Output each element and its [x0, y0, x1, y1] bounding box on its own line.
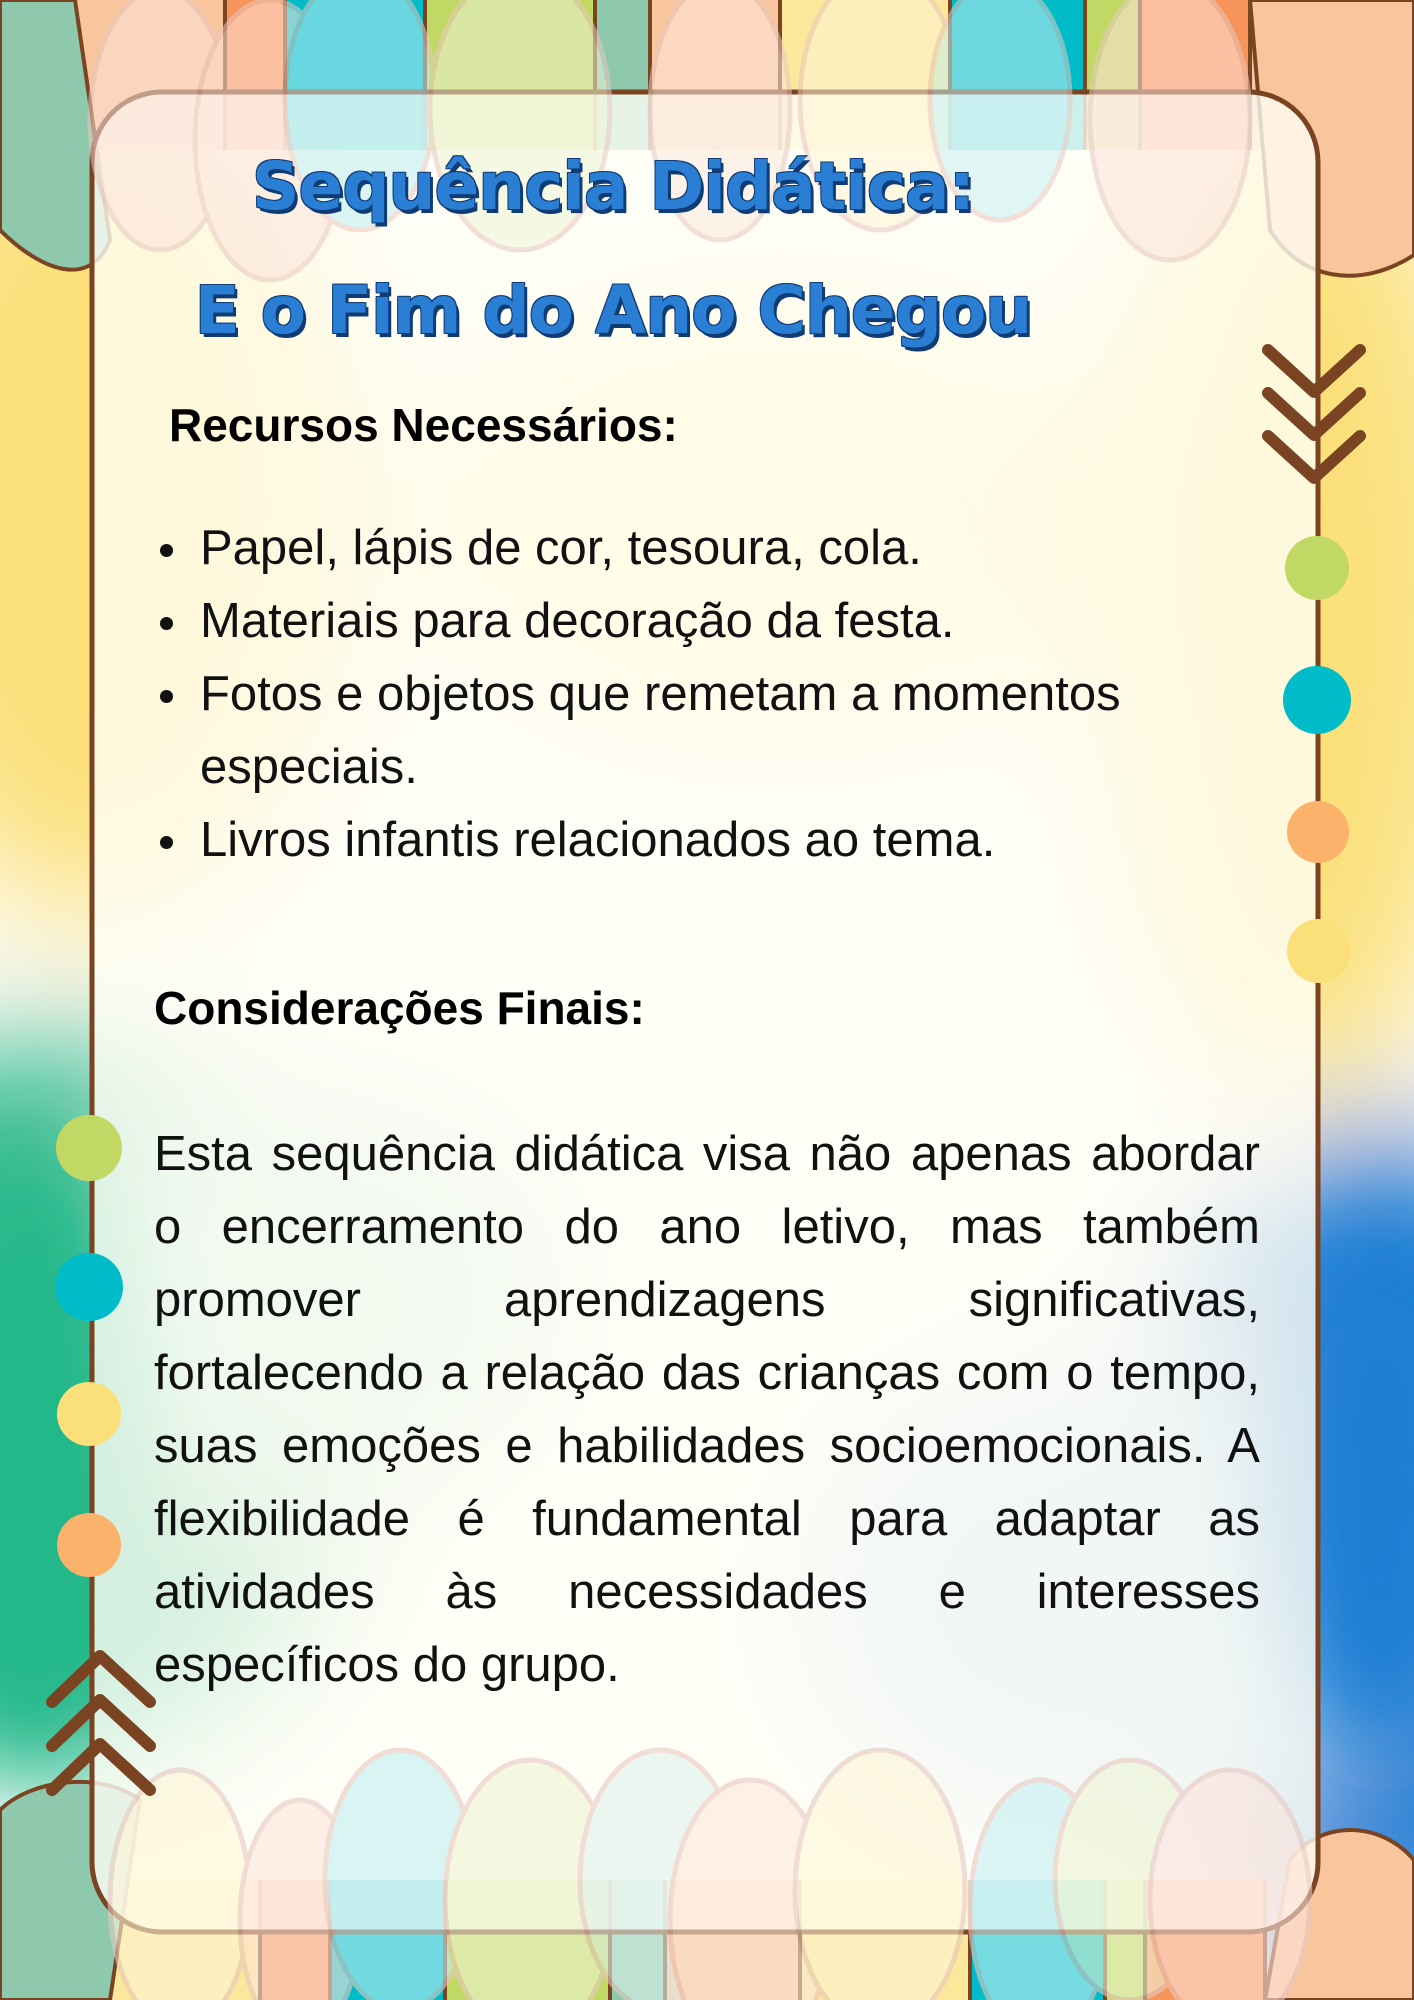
dot-teal	[1283, 666, 1351, 734]
list-item: Fotos e objetos que remetam a momentos especiais.	[200, 658, 1260, 804]
dot-orange	[1287, 801, 1349, 863]
dot-yellow	[1287, 919, 1351, 983]
dot-green	[1285, 536, 1349, 600]
resources-heading: Recursos Necessários:	[169, 399, 678, 451]
final-considerations-paragraph: Esta sequência didática visa não apenas abordar o encerramento do ano letivo, mas também promover aprendizagens significativas, fortalecendo a relação das crianças com o tempo, suas emoções e habilidades socioemocionais. A flexibilidade é fundamental para adaptar as atividades às necessidades e interesses específicos do grupo.	[154, 1127, 1260, 1692]
dot-yellow	[57, 1382, 121, 1446]
page-title-line-1: Sequência Didática:	[252, 148, 974, 225]
resources-list	[150, 512, 1260, 877]
list-item: Livros infantis relacionados ao tema.	[200, 804, 1260, 877]
dot-teal	[55, 1253, 123, 1321]
dot-green	[56, 1115, 122, 1181]
final-considerations-heading: Considerações Finais:	[154, 982, 645, 1034]
list-item: Materiais para decoração da festa.	[200, 585, 1260, 658]
dot-orange	[57, 1513, 121, 1577]
list-item: Papel, lápis de cor, tesoura, cola.	[200, 512, 1260, 585]
page-title-line-2: E o Fim do Ano Chegou	[194, 272, 1032, 349]
